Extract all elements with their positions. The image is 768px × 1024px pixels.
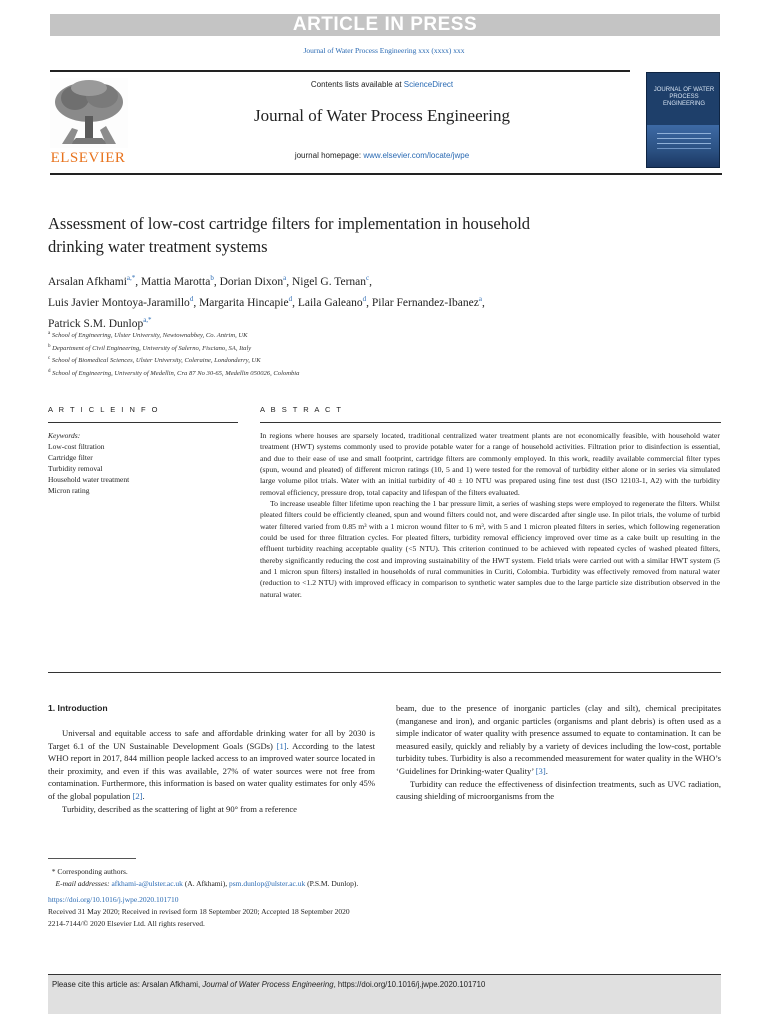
author-affil-sup[interactable]: a,* xyxy=(143,315,152,324)
affiliation-item: $^a$ School of Engineering, Ulster University, Newtownabbey, Co. Antrim, UK xyxy=(48,331,248,340)
article-title xyxy=(48,212,688,258)
journal-title: Journal of Water Process Engineering xyxy=(253,106,511,125)
email-link[interactable]: afkhami-a@ulster.ac.uk xyxy=(111,879,183,888)
email-link[interactable]: psm.dunlop@ulster.ac.uk xyxy=(228,879,306,888)
corresponding-note: * Corresponding authors. xyxy=(48,867,128,876)
intro-paragraph-2: Turbidity, described as the scattering of light at 90° from a reference xyxy=(62,803,297,814)
journal-cover-image xyxy=(646,72,720,168)
sciencedirect-link[interactable]: ScienceDirect xyxy=(403,80,454,89)
intro-paragraph-3: beam, due to the presence of inorganic particles (clay and silt), chemical precipitates (manganese and iron), and organic particles (organisms and plant debris) is often used as a simple indicator of water quality with presence assumed to equate to contamination. It can be measured easily, quickly and reliably by a variety of devices including the low-cost, portable turbidity tubes. Turbidity is also a recommended measurement for water quality in the WHO’s ‘Guidelines for Drinking-water Quality’ [3]. xyxy=(396,703,721,776)
author-name[interactable]: Margarita Hincapie xyxy=(199,296,289,309)
author-name[interactable]: Pilar Fernandez-Ibanez xyxy=(371,296,479,309)
author-affil-sup[interactable]: d xyxy=(362,294,367,303)
homepage-prefix: journal homepage: xyxy=(294,151,364,160)
footnote-rule xyxy=(48,858,136,859)
received-dates: Received 31 May 2020; Received in revised form 18 September 2020; Accepted 18 September 2020 xyxy=(48,907,350,916)
keyword-item: Household water treatment xyxy=(48,475,130,484)
homepage-link[interactable]: www.elsevier.com/locate/jwpe xyxy=(363,151,470,160)
contents-available-line xyxy=(140,80,624,89)
author-name[interactable]: Nigel G. Ternan xyxy=(291,275,367,288)
intro-paragraph-4: Turbidity can reduce the effectiveness of disinfection treatments, such as UVC radiation, causing shielding of microorganisms from the xyxy=(396,778,721,802)
author-affil-sup[interactable]: a xyxy=(478,294,482,303)
author-line-2: Luis Javier Montoya-Jaramillo$^d$, Margarita Hincapie$^d$, Laila Galeano$^d$, Pilar Fernandez-Ibanez$^a$, xyxy=(48,294,485,309)
author-name[interactable]: Laila Galeano xyxy=(297,296,363,309)
journal-reference[interactable]: Journal of Water Process Engineering xxx (xxxx) xxx xyxy=(303,46,465,55)
introduction-heading: 1. Introduction xyxy=(48,703,108,713)
intro-paragraph-1: Universal and equitable access to safe and affordable drinking water for all by 2030 is Target 6.1 of the UN Sustainable Development Goals (SGDs) [1]. According to the latest WHO report in 2017, 844 million people lacked access to an improved water source located in their proximity, and even if this was available, 27% of water sources were not free from contamination. Furthermore, this information is based on water quality estimates for only 45% of the global population [2]. xyxy=(48,728,375,801)
cover-title: JOURNAL OF WATER PROCESS ENGINEERING xyxy=(653,87,715,107)
citation-link[interactable]: [3] xyxy=(535,765,546,776)
keywords-block xyxy=(48,430,233,496)
cover-band xyxy=(647,125,720,168)
abstract-rule xyxy=(260,422,721,423)
body-right-column xyxy=(396,702,721,803)
affiliation-item: $^b$ Department of Civil Engineering, University of Salerno, Fisciano, SA, Italy xyxy=(48,343,252,352)
keyword-item: Micron rating xyxy=(48,486,90,495)
author-line-1: Arsalan Afkhami$^{a,*}$, Mattia Marotta$^b$, Dorian Dixon$^a$, Nigel G. Ternan$^c$, xyxy=(48,274,372,288)
affiliations xyxy=(48,329,688,380)
copyright-line: 2214-7144/© 2020 Elsevier Ltd. All rights reserved. xyxy=(48,919,205,928)
keyword-item: Low-cost filtration xyxy=(48,442,105,451)
author-name[interactable]: Dorian Dixon xyxy=(219,275,284,288)
article-title-line-2: drinking water treatment systems xyxy=(48,237,268,256)
article-info-rule xyxy=(48,422,238,423)
author-affil-sup[interactable]: c xyxy=(366,274,370,282)
abstract-end-rule xyxy=(48,672,721,673)
cover-decoration xyxy=(657,133,711,134)
author-name[interactable]: Mattia Marotta xyxy=(141,275,211,288)
affiliation-item: $^d$ School of Engineering, University of Medellin, Cra 87 No 30-65, Medellin 050026, Colombia xyxy=(48,369,300,378)
author-name[interactable]: Patrick S.M. Dunlop xyxy=(48,317,144,330)
email-note: E-mail addresses: afkhami-a@ulster.ac.uk (A. Afkhami), psm.dunlop@ulster.ac.uk (P.S.M. Dunlop). xyxy=(55,879,359,888)
citation-link[interactable]: [1] xyxy=(276,740,287,751)
footnotes xyxy=(48,866,708,930)
keyword-item: Turbidity removal xyxy=(48,464,103,473)
abstract-heading: A B S T R A C T xyxy=(260,405,343,414)
header-bottom-rule xyxy=(50,173,722,175)
journal-homepage-line xyxy=(140,151,624,160)
citation-link[interactable]: [2] xyxy=(132,790,143,801)
author-affil-sup[interactable]: b xyxy=(210,274,214,282)
article-title-line-1: Assessment of low-cost cartridge filters for implementation in household xyxy=(48,214,531,233)
article-info-heading: A R T I C L E I N F O xyxy=(48,405,160,414)
doi-link[interactable]: https://doi.org/10.1016/j.jwpe.2020.101710 xyxy=(48,895,179,904)
author-affil-sup[interactable]: d xyxy=(189,294,194,303)
author-affil-sup[interactable]: d xyxy=(288,294,293,303)
keyword-item: Cartridge filter xyxy=(48,453,93,462)
author-list xyxy=(48,270,688,332)
author-affil-sup[interactable]: a xyxy=(283,274,287,282)
article-in-press-banner: ARTICLE IN PRESS xyxy=(50,14,720,36)
publisher-logo-text: ELSEVIER xyxy=(50,150,126,166)
citation-box: Please cite this article as: Arsalan Afkhami, Journal of Water Process Engineering, https://doi.org/10.1016/j.jwpe.2020.101710 xyxy=(48,974,721,1014)
keywords-label: Keywords: xyxy=(48,431,81,440)
author-name[interactable]: Luis Javier Montoya-Jaramillo xyxy=(48,296,190,309)
abstract-paragraph-1: In regions where houses are sparsely located, traditional centralized water treatment plants are not economically feasible, with household water treatment (HWT) systems commonly used to provide potable water for a range of household activities. Filtration prior to disinfection is essential, and due to their ease of use and small footprint, cartridge filters are commonly employed. In this work, readily available commercial filter types (spun, wound and pleated) of different micron ratings (10, 5 and 1) were tested for the removal of turbidity either alone or in series via simulated large volume pilot trials. Water with an initial turbidity of 40 ± 10 NTU was prepared using fine test dust (ISO 12103-1, A2) with the turbidity removal efficiency, pressure drop, total capacity and lifespan of the filters evaluated. xyxy=(260,431,720,497)
body-left-column xyxy=(48,727,375,815)
affiliation-item: $^c$ School of Biomedical Sciences, Ulster University, Coleraine, Londonderry, UK xyxy=(48,356,261,365)
author-affil-sup[interactable]: a,* xyxy=(126,274,136,282)
contents-prefix: Contents lists available at xyxy=(310,80,404,89)
abstract-body xyxy=(260,430,720,600)
author-name[interactable]: Arsalan Afkhami xyxy=(48,275,127,288)
header-top-rule xyxy=(50,70,630,72)
abstract-paragraph-2: To increase useable filter lifetime upon reaching the 1 bar pressure limit, a series of washing steps were employed to regenerate the filters. Whilst pleated filters could be efficiently cleaned, spun and wound filters could not, and were discarded after single use. In pilot trials, the volume of turbid water filtered varied from 0.85 m³ with a 1 micron wound filter to 6 m³, with 5 and 1 micron pleated filters in series, which following regeneration could be used for three filtration cycles. For pleated filters, turbidity removal efficiency improved over time as a cake built up resulting in the effluent turbidity reaching acceptable quality (<5 NTU). This criterion continued to be achieved with repeated cycles of washed pleated filters, thereby significantly reducing the cost and improving sustainability of the HWT system. Field trials were carried out with a similar HWT system (5 and 1 micron spun filters) installed in households of rural communities in Curiti, Colombia. Turbidity was effectively removed from natural water (reduction to <1.2 NTU) with improved efficacy in comparison to synthetic water samples due to the large particle size distribution observed in the natural water. xyxy=(260,499,720,599)
